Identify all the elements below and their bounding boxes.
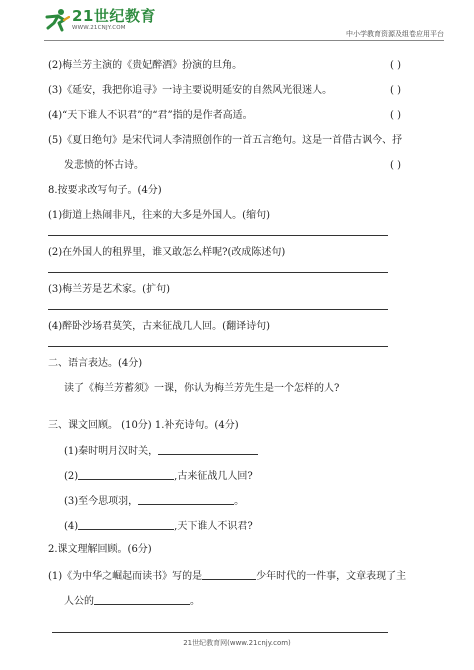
comprehension-q1-part-a: (1)《为中华之崛起而读书》写的是	[48, 571, 203, 582]
comprehension-q1-cont	[64, 594, 200, 608]
poem-blank-1[interactable]	[158, 444, 258, 455]
section-3-title: 三、课文回顾。 (10分) 1.补充诗句。(4分)	[48, 420, 239, 431]
poem-3-after: 。	[234, 496, 245, 507]
rewrite-item-2: (2)在外国人的租界里，谁又敢怎么样呢?(改成陈述句)	[48, 247, 286, 258]
poem-line-2	[64, 469, 253, 483]
answer-paren-2[interactable]: ( )	[390, 60, 401, 71]
section-3-sub2-title: 2.课文理解回顾。(6分)	[48, 544, 152, 555]
poem-4-after: ,天下谁人不识君?	[174, 521, 253, 532]
tf-item-3: (3)《延安，我把你追寻》一诗主要说明延安的自然风光很迷人。	[48, 85, 333, 96]
footer-divider	[52, 632, 388, 633]
section-8-title: 8.按要求改写句子。(4分)	[48, 185, 162, 196]
header-divider	[44, 40, 444, 41]
platform-name: 中小学教育资源及组卷应用平台	[346, 30, 444, 38]
tf-item-5: (5)《夏日绝句》是宋代词人李清照创作的一首五言绝句。这是一首借古讽今、抒	[48, 135, 403, 146]
logo-title: 21世纪教育	[72, 7, 156, 25]
answer-paren-3[interactable]: ( )	[390, 85, 401, 96]
site-logo	[44, 8, 156, 32]
poem-blank-3[interactable]	[138, 494, 234, 505]
poem-2-after: ,古来征战几人回?	[174, 471, 253, 482]
page-header	[44, 8, 444, 42]
poem-line-4	[64, 519, 253, 533]
answer-line-1[interactable]	[48, 235, 388, 236]
comprehension-blank-1[interactable]	[202, 569, 256, 580]
answer-line-2[interactable]	[48, 272, 388, 273]
poem-1-before: (1)秦时明月汉时关，	[64, 446, 159, 457]
section-2-prompt: 读了《梅兰芳蓄须》一课，你认为梅兰芳先生是一个怎样的人?	[64, 383, 340, 394]
answer-line-3[interactable]	[48, 309, 388, 310]
rewrite-item-4: (4)醉卧沙场君莫笑，古来征战几人回。(翻译诗句)	[48, 321, 270, 332]
comprehension-q1	[48, 569, 406, 583]
tf-item-5-cont: 发悲愤的怀古诗。	[64, 160, 144, 171]
comprehension-q1-part-b: 少年时代的一件事，文章表现了主	[256, 571, 407, 582]
tf-item-4: (4)“天下谁人不识君”的“君”指的是作者高适。	[48, 110, 253, 121]
rewrite-item-3: (3)梅兰芳是艺术家。(扩句)	[48, 284, 170, 295]
answer-paren-5[interactable]: ( )	[390, 160, 401, 171]
poem-2-before: (2)	[64, 471, 79, 482]
tf-item-2: (2)梅兰芳主演的《贵妃醉酒》扮演的旦角。	[48, 60, 243, 71]
comprehension-q1-end: 。	[190, 596, 200, 607]
answer-paren-4[interactable]: ( )	[390, 110, 401, 121]
section-2-title: 二、语言表达。(4分)	[48, 358, 143, 369]
rewrite-item-1: (1)街道上热闹非凡，往来的大多是外国人。(缩句)	[48, 210, 270, 221]
poem-blank-2[interactable]	[78, 469, 174, 480]
poem-3-before: (3)至今思项羽，	[64, 496, 139, 507]
poem-line-1	[64, 444, 258, 458]
poem-blank-4[interactable]	[78, 519, 174, 530]
comprehension-blank-2[interactable]	[94, 594, 190, 605]
runner-logo-icon	[44, 8, 70, 32]
poem-line-3	[64, 494, 244, 508]
poem-4-before: (4)	[64, 521, 79, 532]
comprehension-q1-part-c: 人公的	[64, 596, 94, 607]
answer-line-4[interactable]	[48, 346, 388, 347]
logo-url: WWW.21CNJY.COM	[72, 25, 126, 31]
page-footer: 21世纪教育网(www.21cnjy.com)	[183, 639, 291, 647]
